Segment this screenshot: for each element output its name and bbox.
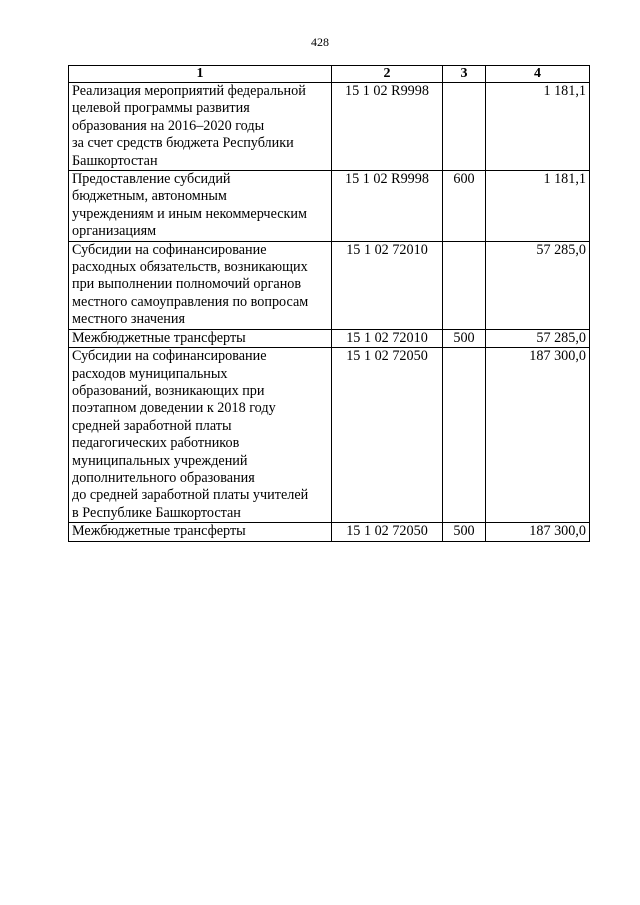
table-row [69, 171, 590, 242]
row-amount-cell: 57 285,0 [486, 329, 590, 347]
row-name-cell: Предоставление субсидий бюджетным, автономным учреждениям и иным некоммерческим организациям [69, 171, 332, 242]
row-code-cell: 15 1 02 72050 [332, 348, 443, 523]
row-name-cell: Субсидии на софинансирование расходов муниципальных образований, возникающих при поэтапном доведении к 2018 году средней заработной платы педагогических работников муниципальных учреждений дополнительного образования до средней заработной платы учителей в Республике Башкортостан [69, 348, 332, 523]
row-type-cell: 600 [443, 171, 486, 242]
row-amount-cell: 187 300,0 [486, 523, 590, 541]
row-amount-cell: 57 285,0 [486, 241, 590, 329]
row-amount-cell: 1 181,1 [486, 171, 590, 242]
table-row [69, 83, 590, 171]
page-number: 428 [311, 35, 329, 49]
row-type-cell: 500 [443, 329, 486, 347]
table-row [69, 241, 590, 329]
row-type-cell [443, 83, 486, 171]
column-header-2: 2 [332, 66, 443, 83]
column-header-1: 1 [69, 66, 332, 83]
row-type-cell [443, 348, 486, 523]
row-code-cell: 15 1 02 R9998 [332, 171, 443, 242]
column-header-3: 3 [443, 66, 486, 83]
table-row [69, 523, 590, 541]
table-header [69, 66, 590, 83]
row-type-cell [443, 241, 486, 329]
table-row [69, 329, 590, 347]
row-name-cell: Субсидии на софинансирование расходных обязательств, возникающих при выполнении полномочий органов местного самоуправления по вопросам местного значения [69, 241, 332, 329]
row-amount-cell: 1 181,1 [486, 83, 590, 171]
row-amount-cell: 187 300,0 [486, 348, 590, 523]
column-header-4: 4 [486, 66, 590, 83]
row-code-cell: 15 1 02 72010 [332, 241, 443, 329]
budget-table [68, 65, 590, 542]
table-header-row [69, 66, 590, 83]
row-type-cell: 500 [443, 523, 486, 541]
row-name-cell: Реализация мероприятий федеральной целевой программы развития образования на 2016–2020 годы за счет средств бюджета Республики Башкортостан [69, 83, 332, 171]
table-body [69, 83, 590, 542]
row-name-cell: Межбюджетные трансферты [69, 523, 332, 541]
row-code-cell: 15 1 02 72010 [332, 329, 443, 347]
row-code-cell: 15 1 02 72050 [332, 523, 443, 541]
row-code-cell: 15 1 02 R9998 [332, 83, 443, 171]
row-name-cell: Межбюджетные трансферты [69, 329, 332, 347]
table-row [69, 348, 590, 523]
